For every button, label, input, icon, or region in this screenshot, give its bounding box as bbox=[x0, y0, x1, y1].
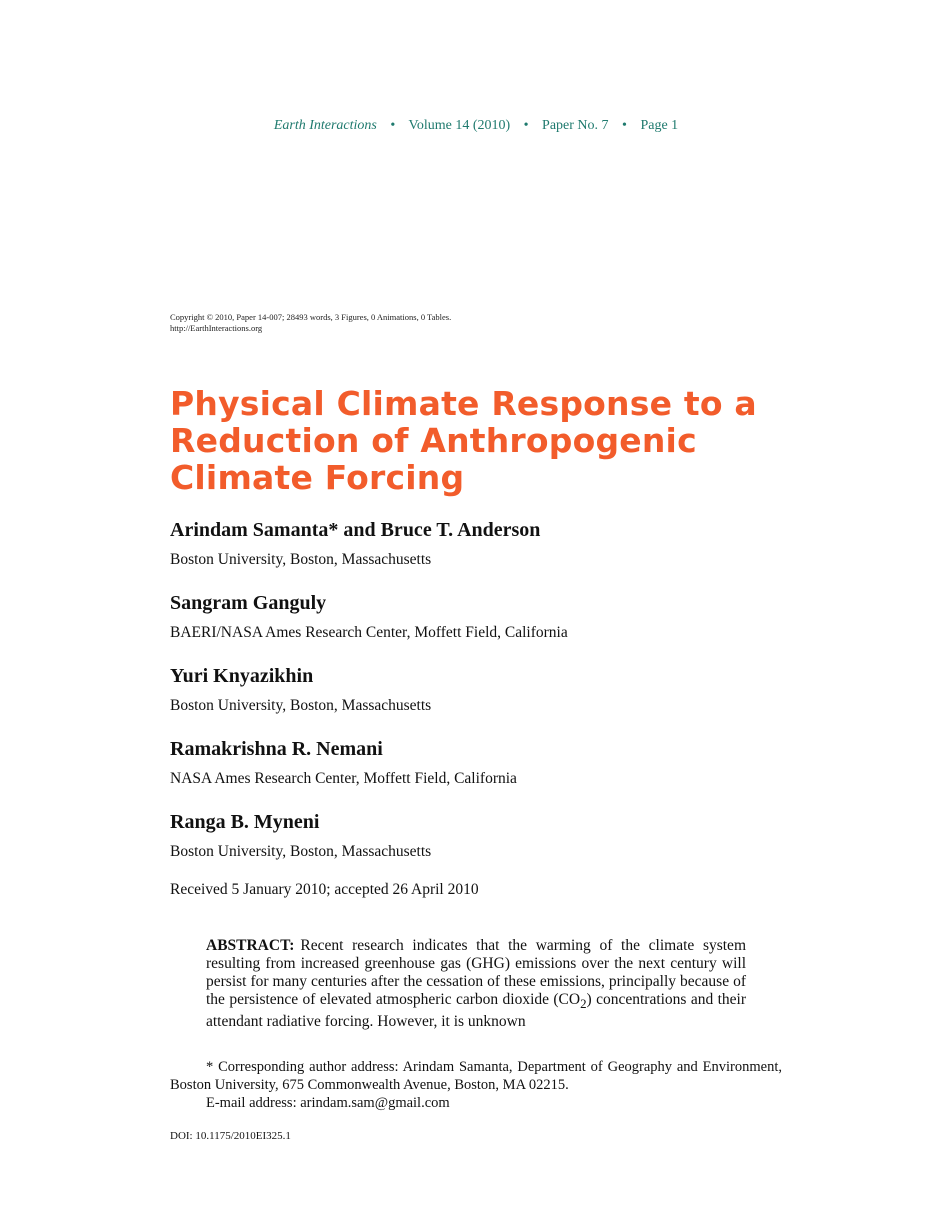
abstract-text-continued: ) concentrations and their attendant radiative forcing. However, it is unknown bbox=[206, 991, 747, 1031]
volume-label: Volume 14 (2010) bbox=[408, 118, 511, 133]
journal-name: Earth Interactions bbox=[273, 118, 377, 133]
doi[interactable]: DOI: 10.1175/2010EI325.1 bbox=[170, 1130, 291, 1142]
author-affiliation: Boston University, Boston, Massachusetts bbox=[170, 697, 432, 714]
author-entry bbox=[170, 518, 790, 570]
author-affiliation: BAERI/NASA Ames Research Center, Moffett Field, California bbox=[170, 624, 568, 641]
copyright-line: Copyright © 2010, Paper 14-007; 28493 words, 3 Figures, 0 Animations, 0 Tables. bbox=[170, 312, 452, 322]
header-separator: • bbox=[523, 118, 529, 133]
header-separator: • bbox=[390, 118, 396, 133]
author-entry bbox=[170, 810, 790, 862]
footnote bbox=[170, 1058, 782, 1112]
paper-title: Physical Climate Response to a Reduction of Anthropogenic Climate Forcing bbox=[170, 384, 757, 497]
abstract-text: Recent research indicates that the warming of the climate system resulting from increased greenhouse gas (GHG) emissions over the next century will persist for many centuries after the cessation of these emissions, principally because of the persistence of elevated atmospheric carbon dioxide (CO bbox=[206, 937, 746, 1008]
abstract bbox=[206, 937, 746, 1031]
author-name: Ramakrishna R. Nemani bbox=[170, 738, 383, 760]
author-entry bbox=[170, 737, 790, 789]
author-name: Yuri Knyazikhin bbox=[170, 665, 314, 687]
running-header bbox=[0, 118, 952, 134]
author-name: Ranga B. Myneni bbox=[170, 811, 320, 833]
co2-subscript: 2 bbox=[580, 996, 587, 1012]
copyright-notice bbox=[170, 312, 451, 333]
author-affiliation: Boston University, Boston, Massachusetts bbox=[170, 843, 432, 860]
email-address[interactable]: E-mail address: arindam.sam@gmail.com bbox=[206, 1095, 450, 1111]
journal-url[interactable]: http://EarthInteractions.org bbox=[170, 322, 263, 333]
header-separator: • bbox=[622, 118, 627, 133]
abstract-label: ABSTRACT: bbox=[206, 937, 295, 954]
author-entry bbox=[170, 664, 790, 716]
corresponding-author-address: * Corresponding author address: Arindam Samanta, Department of Geography and Environment, Boston University, 675 Commonwealth Avenue, Boston, MA 02215. bbox=[170, 1059, 782, 1093]
author-entry bbox=[170, 591, 790, 643]
author-name: Sangram Ganguly bbox=[170, 592, 327, 614]
author-name: Arindam Samanta* and Bruce T. Anderson bbox=[170, 519, 541, 541]
received-dates: Received 5 January 2010; accepted 26 April 2010 bbox=[170, 881, 479, 898]
author-affiliation: NASA Ames Research Center, Moffett Field, California bbox=[170, 770, 517, 787]
page-number: Page 1 bbox=[640, 118, 679, 133]
paper-number: Paper No. 7 bbox=[542, 118, 609, 133]
author-affiliation: Boston University, Boston, Massachusetts bbox=[170, 551, 432, 568]
